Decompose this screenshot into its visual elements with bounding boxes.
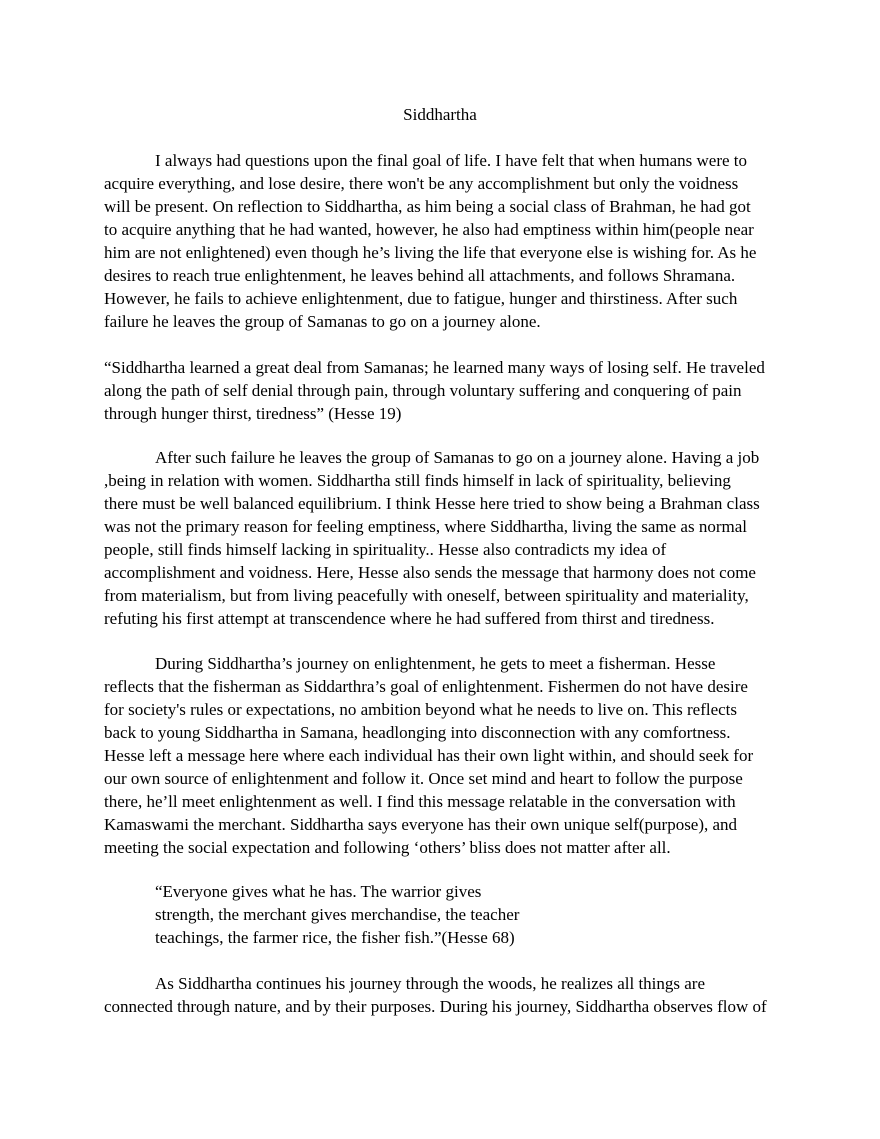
block-quote-line: teachings, the farmer rice, the fisher fish.”(Hesse 68) bbox=[155, 928, 515, 947]
paragraph-line: accomplishment and voidness. Here, Hesse also sends the message that harmony does not come bbox=[104, 563, 756, 582]
paragraph-line: desires to reach true enlightenment, he leaves behind all attachments, and follows Shramana. bbox=[104, 266, 736, 285]
paragraph-line: him are not enlightened) even though he’s living the life that everyone else is wishing for. As he bbox=[104, 243, 757, 262]
paragraph-line: for society's rules or expectations, no ambition beyond what he needs to live on. This reflects bbox=[104, 700, 738, 719]
paragraph-line: During Siddhartha’s journey on enlightenment, he gets to meet a fisherman. Hesse bbox=[155, 654, 716, 673]
paragraph-line: there, he’ll meet enlightenment as well. I find this message relatable in the conversation with bbox=[104, 792, 736, 811]
paragraph-line: there must be well balanced equilibrium. I think Hesse here tried to show being a Brahman class bbox=[104, 494, 760, 513]
paragraph-line: After such failure he leaves the group of Samanas to go on a journey alone. Having a job bbox=[155, 448, 760, 467]
paragraph-line: refuting his first attempt at transcendence where he had suffered from thirst and tiredness. bbox=[104, 609, 715, 628]
paragraph-line: reflects that the fisherman as Siddarthra’s goal of enlightenment. Fishermen do not have desire bbox=[104, 677, 748, 696]
quote-line: along the path of self denial through pain, through voluntary suffering and conquering of pain bbox=[104, 381, 742, 400]
paragraph-line: from materialism, but from living peacefully with oneself, between spirituality and materiality, bbox=[104, 586, 749, 605]
paragraph-line: will be present. On reflection to Siddhartha, as him being a social class of Brahman, he had got bbox=[104, 197, 751, 216]
paragraph-line: As Siddhartha continues his journey through the woods, he realizes all things are bbox=[155, 974, 706, 993]
paragraph-line: However, he fails to achieve enlightenment, due to fatigue, hunger and thirstiness. After such bbox=[104, 289, 738, 308]
paragraph-line: was not the primary reason for feeling emptiness, where Siddhartha, living the same as normal bbox=[104, 517, 747, 536]
paragraph-line: connected through nature, and by their purposes. During his journey, Siddhartha observes flow of bbox=[104, 997, 767, 1016]
paragraph-line: people, still finds himself lacking in spirituality.. Hesse also contradicts my idea of bbox=[104, 540, 667, 559]
paragraph-line: meeting the social expectation and following ‘others’ bliss does not matter after all. bbox=[104, 838, 671, 857]
paragraph-line: failure he leaves the group of Samanas to go on a journey alone. bbox=[104, 312, 541, 331]
paragraph-line: back to young Siddhartha in Samana, headlonging into disconnection with any comfortness. bbox=[104, 723, 731, 742]
block-quote-line: “Everyone gives what he has. The warrior gives bbox=[155, 882, 482, 901]
paragraph-line: acquire everything, and lose desire, there won't be any accomplishment but only the voidness bbox=[104, 174, 739, 193]
document-title: Siddhartha bbox=[403, 105, 477, 124]
paragraph-line: Kamaswami the merchant. Siddhartha says everyone has their own unique self(purpose), and bbox=[104, 815, 738, 834]
quote-line: through hunger thirst, tiredness” (Hesse 19) bbox=[104, 404, 402, 423]
quote-line: “Siddhartha learned a great deal from Samanas; he learned many ways of losing self. He traveled bbox=[104, 358, 765, 377]
paragraph-line: to acquire anything that he had wanted, however, he also had emptiness within him(people near bbox=[104, 220, 754, 239]
paragraph-line: ,being in relation with women. Siddhartha still finds himself in lack of spirituality, believing bbox=[104, 471, 731, 490]
block-quote-line: strength, the merchant gives merchandise, the teacher bbox=[155, 905, 520, 924]
paragraph-line: Hesse left a message here where each individual has their own light within, and should seek for bbox=[104, 746, 754, 765]
paragraph-line: I always had questions upon the final goal of life. I have felt that when humans were to bbox=[155, 151, 747, 170]
paragraph-line: our own source of enlightenment and follow it. Once set mind and heart to follow the purpose bbox=[104, 769, 743, 788]
